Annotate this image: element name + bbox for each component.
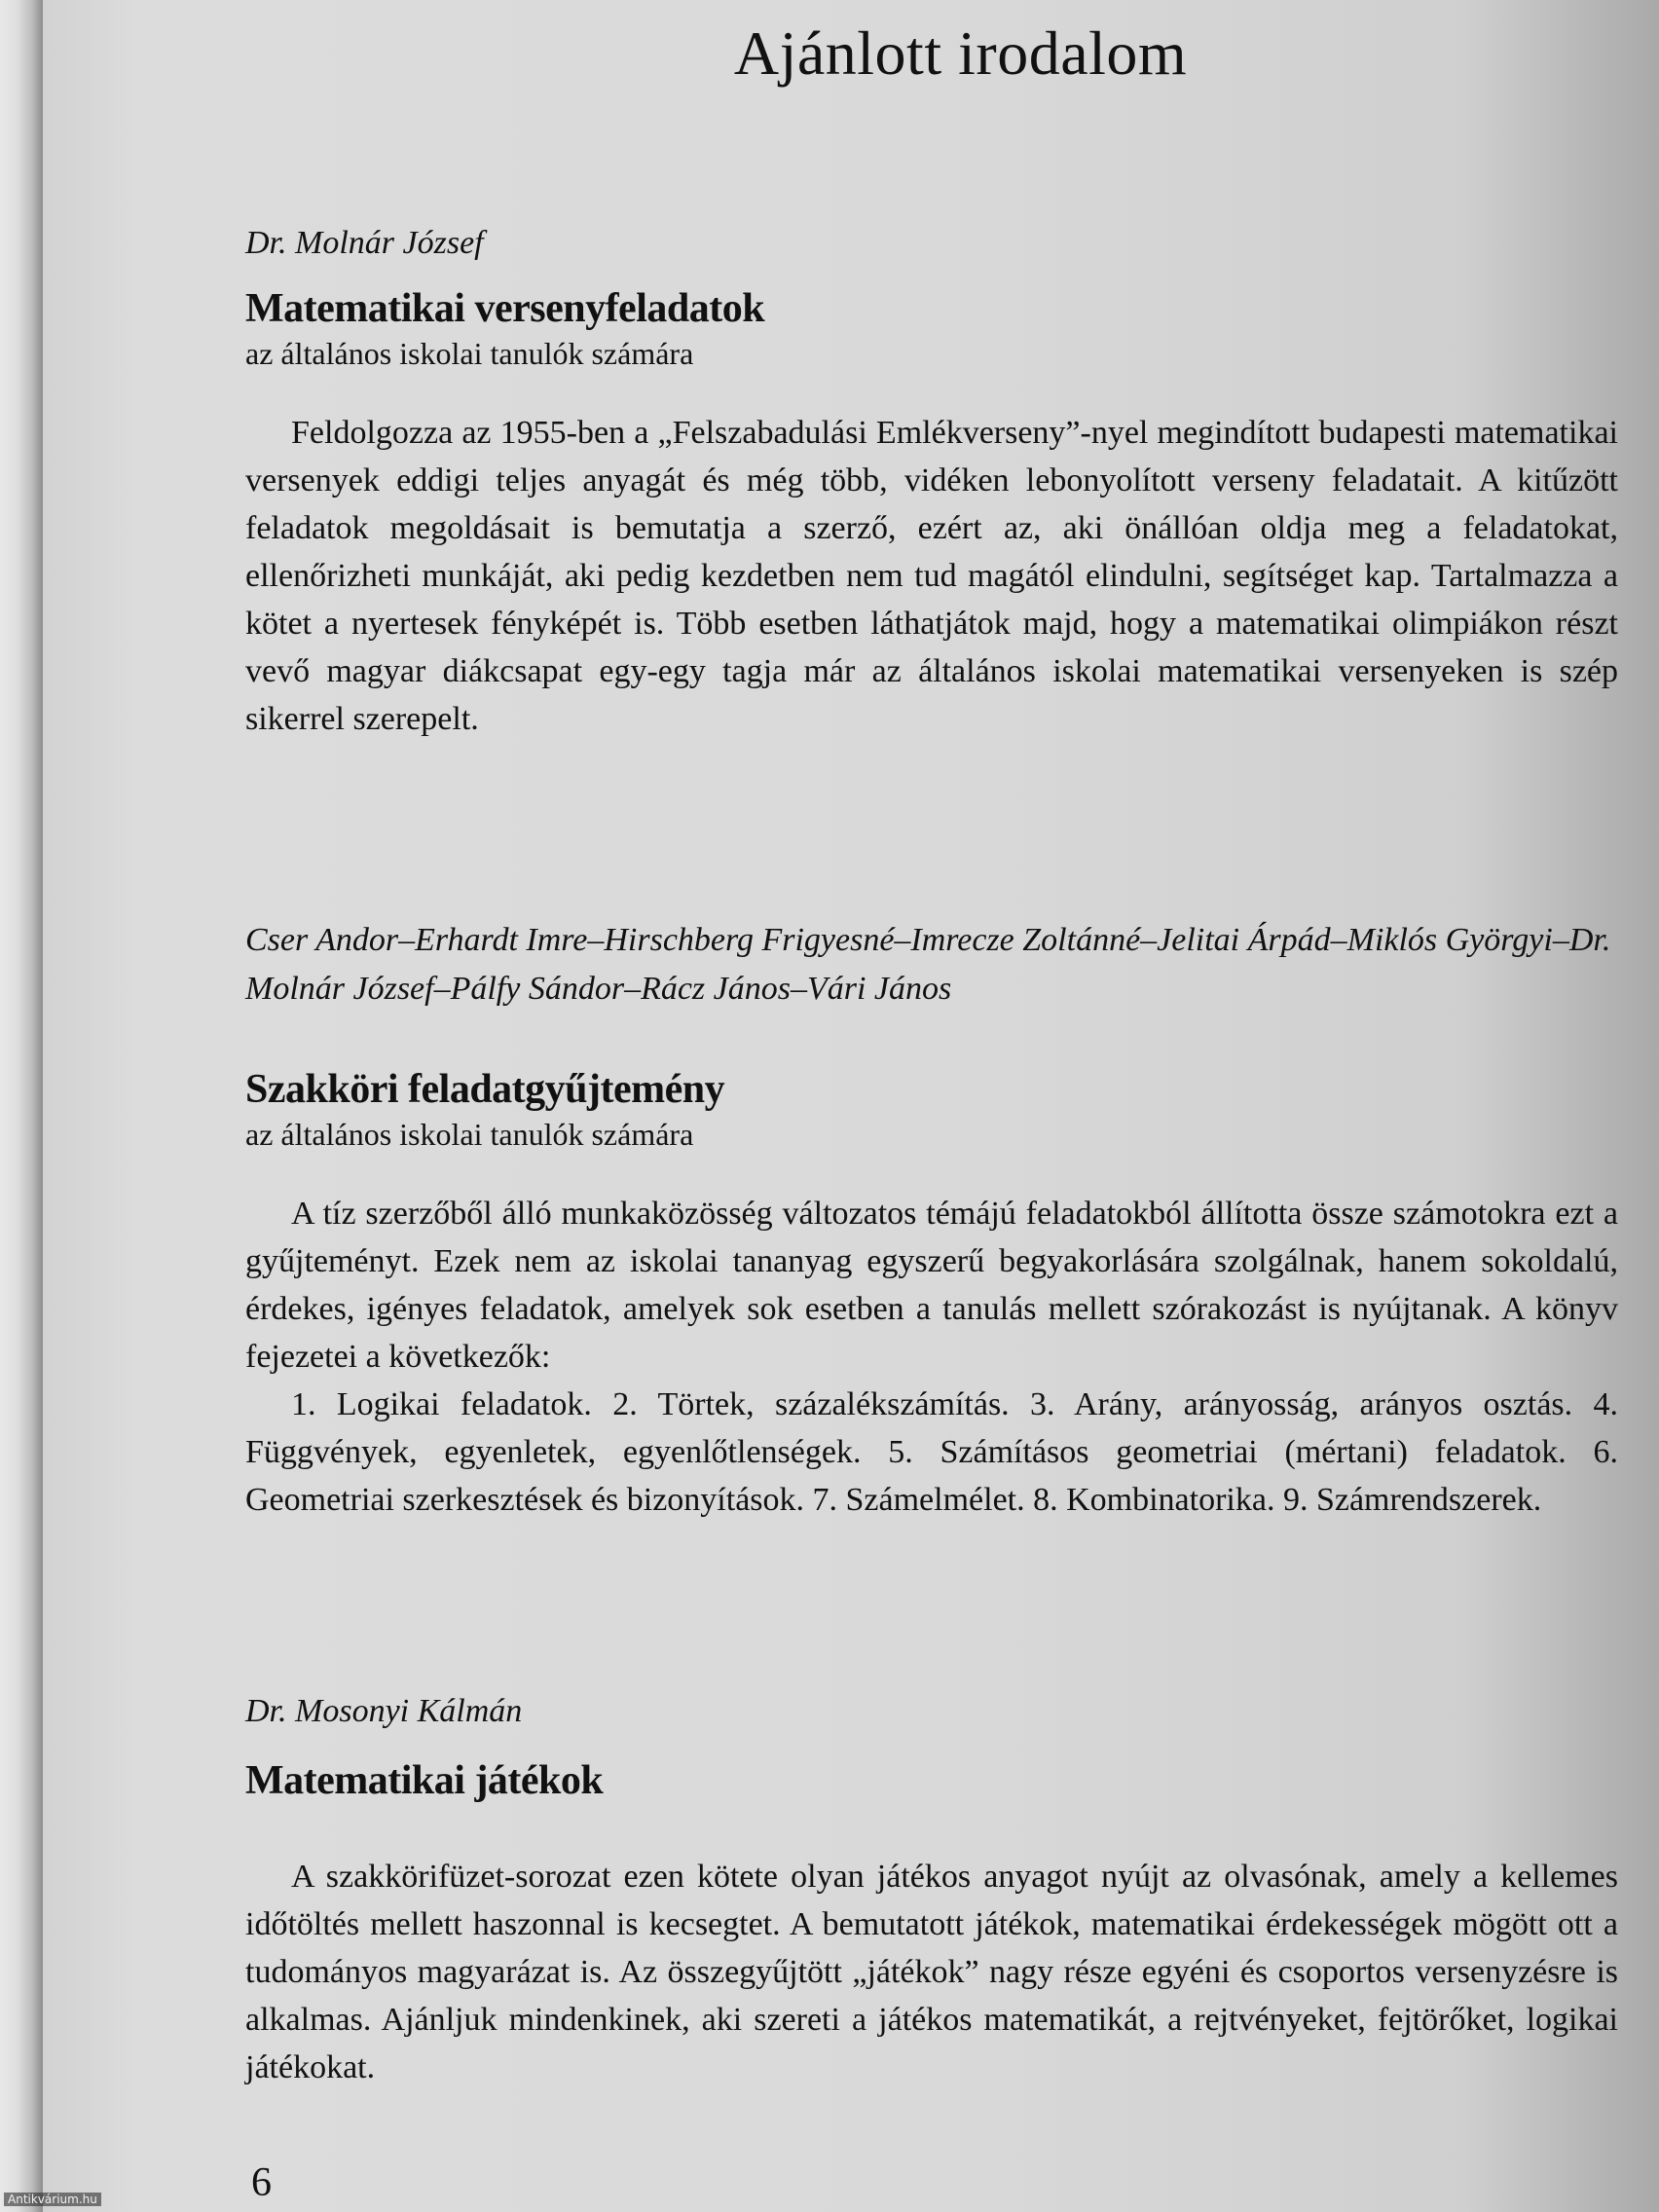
book-2-authors: Cser Andor–Erhardt Imre–Hirschberg Frigyesné–Imrecze Zoltánné–Jelitai Árpád–Miklós Györgyi–Dr. Molnár József–Pálfy Sándor–Rácz János–Vári János [245, 922, 1611, 1007]
page-number: 6 [251, 2160, 272, 2205]
book-2-title: Szakköri feladatgyűjtemény [245, 1067, 725, 1112]
watermark: Antikvárium.hu [4, 2193, 101, 2206]
book-entry-1 [245, 219, 1618, 743]
book-1-subtitle: az általános iskolai tanulók számára [245, 336, 694, 371]
book-2-subtitle: az általános iskolai tanulók számára [245, 1117, 694, 1152]
book-3-description: A szakkörifüzet-sorozat ezen kötete olyan játékos anyagot nyújt az olvasónak, amely a kellemes időtöltés mellett haszonnal is kecsegtet. A bemutatott játékok, matematikai érdekességek mögött ott a tudományos magyarázat is. Az összegyűjtött „játékok” nagy része egyéni és csoportos versenyzésre is alkalmas. Ajánljuk mindenkinek, aki szereti a játékos matematikát, a rejtvényeket, fejtörőket, logikai játékokat. [245, 1859, 1618, 2085]
page-title: Ajánlott irodalom [733, 18, 1188, 88]
book-1-author: Dr. Molnár József [245, 225, 484, 261]
book-2-chapter-list: 1. Logikai feladatok. 2. Törtek, százalékszámítás. 3. Arány, arányosság, arányos osztás. 4. Függvények, egyenletek, egyenlőtlenségek. 5. Számításos geometriai (mértani) feladatok. 6. Geometriai szerkesztések és bizonyítások. 7. Számelmélet. 8. Kombinatorika. 9. Számrendszerek. [245, 1386, 1618, 1518]
book-1-description: Feldolgozza az 1955-ben a „Felszabadulási Emlékverseny”-nyel megindított budapesti matematikai versenyek eddigi teljes anyagát és még több, vidéken lebonyolított verseny feladatait. A kitűzött feladatok megoldásait is bemutatja a szerző, ezért az, aki önállóan oldja meg a feladatokat, ellenőrizheti munkáját, aki pedig kezdetben nem tud magától elindulni, segítséget kap. Tartalmazza a kötet a nyertesek fényképét is. Több esetben láthatjátok majd, hogy a matematikai olimpiákon részt vevő magyar diákcsapat egy-egy tagja már az általános iskolai matematikai versenyeken is szép sikerrel szerepelt. [245, 415, 1618, 737]
book-2-description: A tíz szerzőből álló munkaközösség változatos témájú feladatokból állította össze számotokra ezt a gyűjteményt. Ezek nem az iskolai tananyag egyszerű begyakorlására szolgálnak, hanem sokoldalú, érdekes, igényes feladatok, amelyek sok esetben a tanulás mellett szórakozást is nyújtanak. A könyv fejezetei a következők: [245, 1196, 1618, 1375]
book-3-title: Matematikai játékok [245, 1758, 604, 1803]
book-entry-2 [245, 916, 1618, 1524]
book-3-author: Dr. Mosonyi Kálmán [245, 1693, 523, 1729]
book-gutter-edge [0, 0, 43, 2212]
book-1-title: Matematikai versenyfeladatok [245, 286, 765, 331]
book-entry-3 [245, 1687, 1618, 2091]
